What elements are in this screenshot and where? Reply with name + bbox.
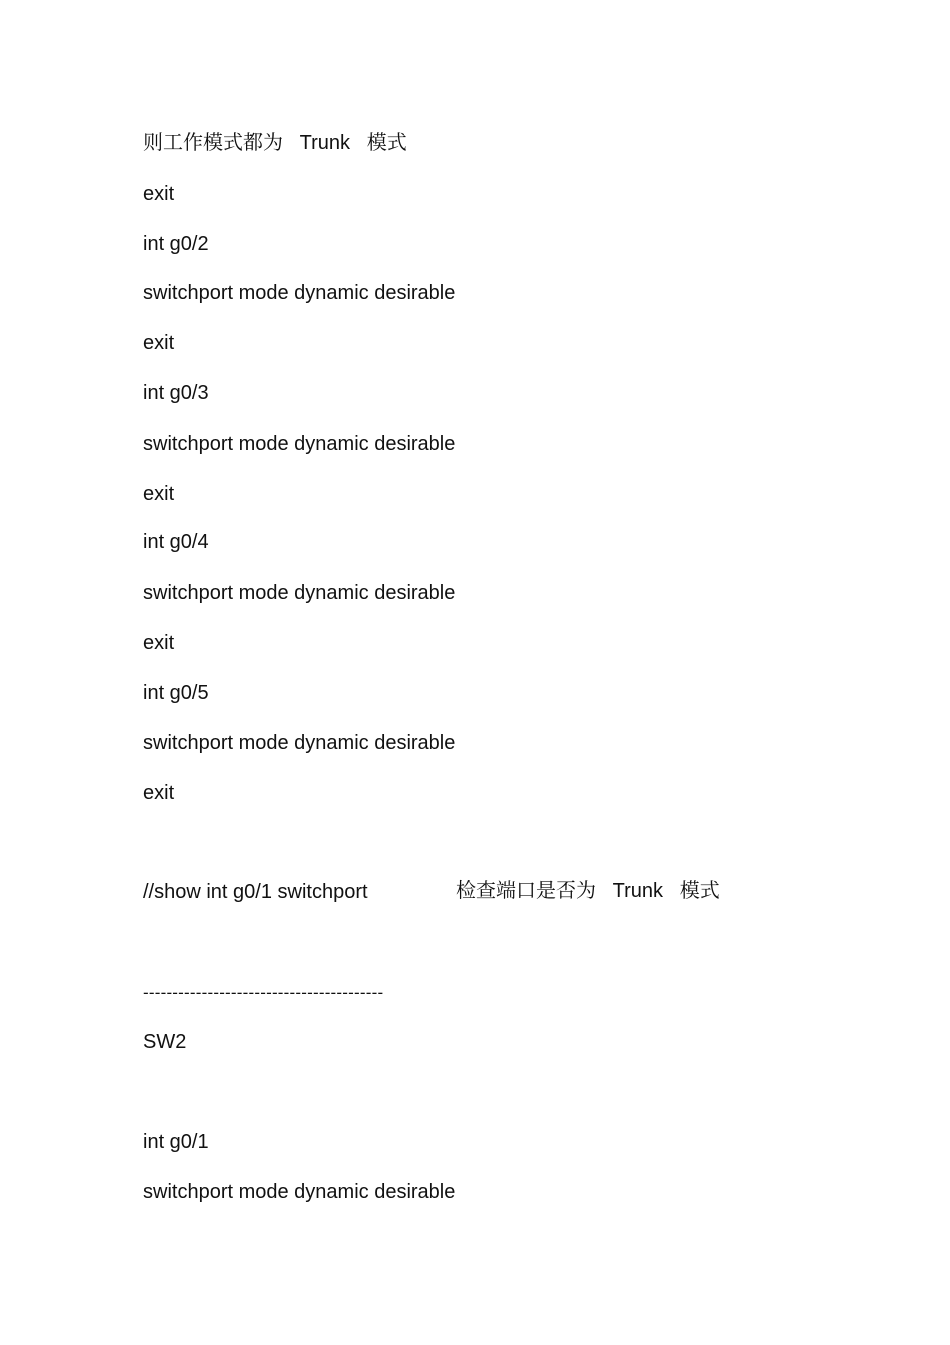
text-line-exit: exit <box>143 632 175 654</box>
device-heading: SW2 <box>143 1031 187 1053</box>
text-line-mode-note: 则工作模式都为 Trunk 模式 <box>143 132 407 154</box>
text-line-int-g0-1: int g0/1 <box>143 1131 209 1153</box>
text-line-switchport: switchport mode dynamic desirable <box>143 1181 456 1203</box>
text-line-switchport: switchport mode dynamic desirable <box>143 282 456 304</box>
text-line-switchport: switchport mode dynamic desirable <box>143 433 456 455</box>
text-line-exit: exit <box>143 332 175 354</box>
text-line-int-g0-3: int g0/3 <box>143 382 209 404</box>
show-command-line: //show int g0/1 switchport <box>143 881 368 903</box>
section-divider: ----------------------------------------- <box>143 983 384 1002</box>
show-command-comment: 检查端口是否为 Trunk 模式 <box>456 880 720 902</box>
text-line-switchport: switchport mode dynamic desirable <box>143 582 456 604</box>
text-line-switchport: switchport mode dynamic desirable <box>143 732 456 754</box>
text-line-exit: exit <box>143 782 175 804</box>
text-line-int-g0-4: int g0/4 <box>143 531 209 553</box>
text-line-exit: exit <box>143 183 175 205</box>
text-line-int-g0-2: int g0/2 <box>143 233 209 255</box>
text-line-int-g0-5: int g0/5 <box>143 682 209 704</box>
text-line-exit: exit <box>143 483 175 505</box>
